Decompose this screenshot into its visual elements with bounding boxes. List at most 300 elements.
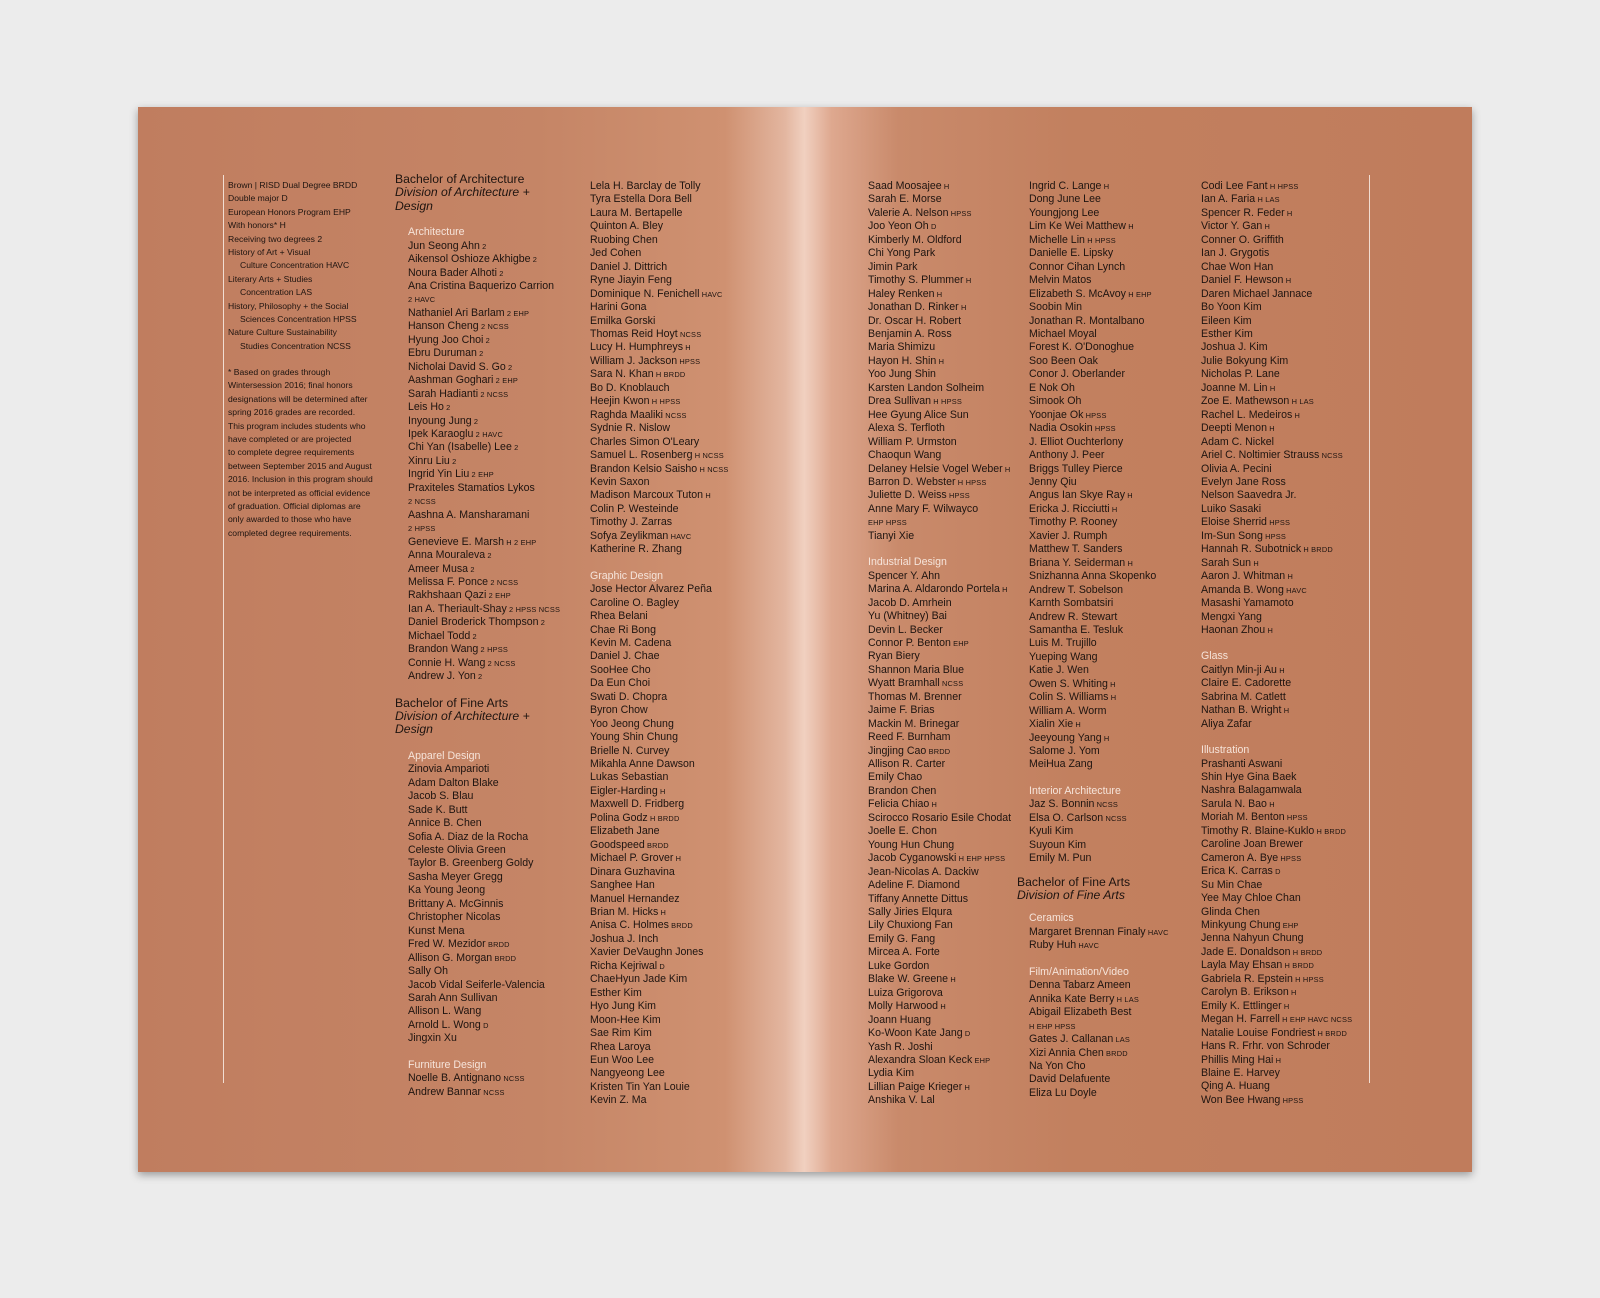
- graduate-name-entry: [1201, 207, 1352, 220]
- graduate-name-entry: [590, 624, 729, 637]
- graduate-name-entry: [868, 530, 1011, 543]
- designation-tag: H: [1125, 491, 1133, 501]
- graduate-name: Melvin Matos: [1029, 274, 1092, 287]
- graduate-name: Alexandra Sloan Keck: [868, 1054, 973, 1066]
- graduate-name-entry: [590, 825, 729, 838]
- graduate-name: Bo D. Knoblauch: [590, 381, 670, 394]
- graduate-name-entry: [590, 973, 729, 986]
- graduate-name-entry: [408, 965, 560, 978]
- graduate-name: J. Elliot Ouchterlony: [1029, 435, 1124, 448]
- graduate-name-entry: [1201, 1067, 1352, 1080]
- graduate-name: Eileen Kim: [1201, 314, 1252, 327]
- designation-tag: H BRDD: [653, 370, 686, 380]
- graduate-name: Andrew T. Sobelson: [1029, 583, 1124, 596]
- graduate-name-entry: [1201, 852, 1352, 865]
- graduate-name-entry: [868, 812, 1011, 825]
- interior-architecture-list: [1029, 798, 1169, 865]
- graduate-name: Sarah Sun: [1201, 556, 1252, 569]
- graduate-name: Nadia Osokin: [1029, 422, 1093, 435]
- graduate-name: Aashman Goghari: [408, 374, 494, 387]
- graduate-name: Nathan B. Wright: [1201, 704, 1282, 717]
- designation-tag: H: [1267, 383, 1276, 393]
- graduate-name-entry: [408, 267, 560, 280]
- legend-line: European Honors Program EHP: [228, 206, 351, 217]
- graduate-name-entry: [408, 522, 560, 535]
- graduate-name: Sara N. Khan: [590, 368, 654, 381]
- graduate-name: Sydnie R. Nislow: [590, 422, 671, 435]
- designation-tag: H: [938, 1002, 946, 1012]
- graduate-name: Sally Oh: [408, 965, 449, 978]
- graduate-name-entry: [408, 603, 560, 616]
- graduate-name: Yee May Chloe Chan: [1201, 892, 1301, 905]
- graduate-name: Richa Kejriwal: [590, 959, 658, 972]
- graduate-name-entry: [1201, 718, 1352, 731]
- graduate-name: Adam Dalton Blake: [408, 776, 499, 789]
- designation-tag: 2: [449, 456, 457, 466]
- designation-tag: BRDD: [492, 953, 517, 963]
- graduate-name: Jacob Vidal Seiferle-Valencia: [408, 978, 545, 991]
- graduate-name: Briggs Tulley Pierce: [1029, 462, 1123, 475]
- designation-tag: HPSS: [1262, 531, 1287, 541]
- designation-tag: H: [703, 491, 711, 501]
- graduate-name-entry: [408, 441, 560, 454]
- designation-tag: 2 EHP: [486, 591, 511, 601]
- graduate-name-entry: [868, 368, 1011, 381]
- designation-tag: H: [941, 182, 950, 191]
- graduate-name: Anshika V. Lal: [868, 1094, 935, 1107]
- graduate-name-entry: [408, 670, 560, 683]
- graduate-name: Sae Rim Kim: [590, 1027, 652, 1040]
- section-glass: Glass: [1201, 650, 1229, 663]
- designation-tag: H: [673, 854, 682, 864]
- graduate-name: Yash R. Joshi: [868, 1040, 933, 1053]
- graduate-name: Allison G. Morgan: [408, 951, 493, 964]
- graduate-name-entry: [1201, 193, 1352, 206]
- graduate-name-entry: [1029, 463, 1169, 476]
- graduate-name-entry: [868, 839, 1011, 852]
- designation-tag: H HPSS: [955, 477, 987, 487]
- graduate-name: Im-Sun Song: [1201, 529, 1263, 542]
- graduate-name-entry: [868, 193, 1011, 206]
- graduate-name: Gabriela R. Epstein: [1201, 972, 1293, 985]
- graduate-name-entry: [1201, 368, 1352, 381]
- graduate-name: Michelle Lin: [1029, 233, 1085, 246]
- graduate-name-entry: [1029, 489, 1169, 502]
- graduate-name: Snizhanna Anna Skopenko: [1029, 570, 1157, 583]
- graduate-name: Na Yon Cho: [1029, 1060, 1086, 1072]
- graduate-name: Emily M. Pun: [1029, 852, 1092, 865]
- designation-tag: H HPSS: [1084, 235, 1116, 245]
- degree-heading-barch: Bachelor of Architecture Division of Architecture + Design: [395, 173, 560, 213]
- designation-tag: 2: [470, 631, 477, 641]
- graduate-name: Lily Chuxiong Fan: [868, 919, 953, 932]
- graduate-name: Noura Bader Alhoti: [408, 266, 497, 279]
- graduate-name-entry: [1201, 811, 1352, 824]
- graduate-name-entry: [590, 476, 729, 489]
- designation-tag: H: [999, 585, 1008, 595]
- graduate-name-entry: [868, 1054, 1011, 1067]
- graduate-name: Annice B. Chen: [408, 817, 482, 830]
- graduate-name: Haley Renken: [868, 287, 935, 300]
- designation-tag: H LAS: [1289, 397, 1314, 407]
- designation-tag: HAVC: [1145, 927, 1169, 937]
- legend-line: History of Art + Visual: [228, 247, 311, 258]
- graduate-name: SooHee Cho: [590, 663, 651, 676]
- graduate-name-entry: [408, 925, 560, 938]
- graduate-name: Ingrid C. Lange: [1029, 180, 1102, 192]
- graduate-name-entry: [408, 253, 560, 266]
- graduate-name-entry: [868, 610, 1011, 623]
- graduate-name: Xizi Annia Chen: [1029, 1046, 1104, 1059]
- graduate-name: Allison L. Wang: [408, 1005, 482, 1018]
- legend-line: With honors* H: [228, 220, 286, 231]
- graduate-name: Rhea Laroya: [590, 1040, 651, 1053]
- designation-tag: H HPSS: [1267, 182, 1299, 191]
- designation-tag: 2: [505, 362, 513, 372]
- graduate-name: Ruobing Chen: [590, 233, 658, 246]
- graduate-name-entry: [408, 240, 560, 253]
- graduate-name: Caroline O. Bagley: [590, 596, 679, 609]
- graduate-name-entry: [590, 597, 729, 610]
- graduate-name: Lydia Kim: [868, 1067, 915, 1080]
- designation-tag: H: [1107, 679, 1116, 689]
- graduate-name-entry: [590, 987, 729, 1000]
- industrial-design-list: [868, 570, 1011, 1108]
- graduate-name-entry: [590, 328, 729, 341]
- legend-line: Literary Arts + Studies: [228, 273, 313, 284]
- graduate-name-entry: [1029, 732, 1169, 745]
- designation-tag: HAVC: [1283, 585, 1307, 595]
- column-2: [590, 180, 729, 1108]
- degree-heading-bfa-fa: Bachelor of Fine Arts Division of Fine Arts: [1017, 876, 1169, 903]
- graduate-name-entry: [1201, 180, 1352, 193]
- graduate-name-entry: [1201, 959, 1352, 972]
- graduate-name-entry: [408, 374, 560, 387]
- designation-tag: H: [1262, 222, 1271, 232]
- designation-tag: 2 HAVC: [408, 295, 436, 305]
- graduate-name-entry: [1201, 274, 1352, 287]
- graduate-name: Daren Michael Jannace: [1201, 287, 1313, 300]
- designation-tag: 2: [530, 255, 538, 265]
- graduate-name: Hyung Joo Choi: [408, 333, 484, 346]
- graduate-name-entry: [868, 866, 1011, 879]
- graduate-name: Sarah E. Morse: [868, 193, 942, 206]
- graduate-name: Emilka Gorski: [590, 314, 656, 327]
- designation-tag: H NCSS: [692, 451, 724, 461]
- graduate-name: Deepti Menon: [1201, 422, 1267, 435]
- designation-tag: D: [962, 1029, 971, 1039]
- graduate-name: Brittany A. McGinnis: [408, 897, 504, 910]
- graduate-name-entry: [868, 624, 1011, 637]
- graduate-name: Aikensol Oshioze Akhigbe: [408, 253, 531, 266]
- graduate-name: Carolyn B. Erikson: [1201, 986, 1289, 999]
- graduate-name: Joshua J. Inch: [590, 932, 659, 945]
- designation-tag: H HPSS: [931, 397, 962, 407]
- graduate-name: Joo Yeon Oh: [868, 220, 929, 233]
- designation-tag: H: [1002, 464, 1011, 474]
- graduate-name: Jacob S. Blau: [408, 790, 474, 803]
- graduate-name: Sanghee Han: [590, 879, 655, 892]
- graduate-name: MeiHua Zang: [1029, 758, 1093, 771]
- graduate-name: Bo Yoon Kim: [1201, 301, 1262, 314]
- designation-tag: EHP: [972, 1056, 991, 1065]
- graduate-name-entry: [408, 576, 560, 589]
- designation-tag: HPSS: [1284, 813, 1308, 823]
- graduate-name-entry: [1029, 220, 1169, 233]
- footnote-line: not be interpreted as official evidence: [228, 487, 371, 498]
- graduate-name-entry: [590, 516, 729, 529]
- graduate-name-entry: [1201, 530, 1352, 543]
- graduate-name: Anthony J. Peer: [1029, 449, 1105, 462]
- graduate-name-entry: [590, 879, 729, 892]
- graduate-name: Ebru Duruman: [408, 347, 477, 360]
- designation-tag: HPSS: [946, 491, 970, 501]
- graduate-name-entry: [1029, 664, 1169, 677]
- designation-tag: H LAS: [1255, 195, 1280, 205]
- graduate-name-entry: [408, 763, 560, 776]
- graduate-name: Young Shin Chung: [590, 731, 678, 744]
- graduate-name-entry: [1029, 288, 1169, 301]
- graduate-name-entry: [868, 301, 1011, 314]
- designation-tag: H HPSS: [649, 397, 681, 407]
- graduate-name: Ameer Musa: [408, 562, 469, 575]
- graduate-name: Ipek Karaoglu: [408, 428, 474, 441]
- graduate-name-entry: [868, 973, 1011, 986]
- graduate-name-entry: [1029, 611, 1169, 624]
- graduate-name: Natalie Louise Fondriest: [1201, 1026, 1316, 1039]
- graduate-name-entry: [868, 180, 1011, 193]
- graduate-name-entry: [1201, 234, 1352, 247]
- graduate-name: Benjamin A. Ross: [868, 327, 952, 340]
- graduate-name-entry: [590, 1041, 729, 1054]
- graduate-name-entry: [408, 1032, 560, 1045]
- graduate-name-entry: [1201, 784, 1352, 797]
- legend-line: Culture Concentration HAVC: [240, 260, 350, 271]
- graduate-name: Delaney Helsie Vogel Weber: [868, 462, 1003, 475]
- graduate-name-entry: [1201, 1000, 1352, 1013]
- graduate-name-entry: [408, 361, 560, 374]
- graduate-name: Evelyn Jane Ross: [1201, 475, 1286, 488]
- graduate-name-entry: [1201, 382, 1352, 395]
- graduate-name: William A. Worm: [1029, 704, 1107, 717]
- graduate-name: Christopher Nicolas: [408, 911, 501, 924]
- graduate-name: Spencer R. Feder: [1201, 206, 1285, 219]
- graduate-name-entry: [590, 866, 729, 879]
- designation-tag: H: [963, 276, 972, 286]
- graduate-name-entry: [868, 261, 1011, 274]
- graduate-name-entry: [1029, 422, 1169, 435]
- legend-line: Nature Culture Sustainability: [228, 327, 337, 338]
- graduate-name: Praxiteles Stamatios Lykos: [408, 481, 535, 494]
- graduate-name: Juliette D. Weiss: [868, 489, 947, 502]
- graduate-name: Layla May Ehsan: [1201, 959, 1283, 972]
- graduate-name-entry: [1201, 624, 1352, 637]
- graduate-name-entry: [590, 409, 729, 422]
- graduate-name-entry: [1201, 247, 1352, 260]
- graduate-name-entry: [868, 341, 1011, 354]
- designation-tag: 2: [538, 618, 546, 628]
- graduate-name-entry: [408, 1019, 560, 1032]
- graduate-name-entry: [1029, 705, 1169, 718]
- graduate-name: Qing A. Huang: [1201, 1080, 1270, 1093]
- graduate-name: Mackin M. Brinegar: [868, 717, 960, 730]
- graduate-name: Luiko Sasaki: [1201, 502, 1262, 515]
- graduate-name-entry: [1201, 986, 1352, 999]
- graduate-name: Briana Y. Seiderman: [1029, 556, 1126, 569]
- graduate-name-entry: [1201, 906, 1352, 919]
- graduate-name-entry: [1201, 798, 1352, 811]
- graduate-name: Dominique N. Fenichell: [590, 287, 700, 300]
- graduate-name: Jacob Cyganowski: [868, 852, 957, 865]
- graduate-name: Jade E. Donaldson: [1201, 945, 1291, 958]
- graduate-name: Elizabeth Jane: [590, 825, 660, 838]
- designation-tag: HAVC: [699, 289, 723, 299]
- graduate-name: Maria Shimizu: [868, 341, 936, 354]
- graduate-name: Madison Marcoux Tuton: [590, 489, 704, 502]
- graduate-name-entry: [1029, 979, 1169, 992]
- graduate-name: Maxwell D. Fridberg: [590, 798, 685, 811]
- graduate-name: Codi Lee Fant: [1201, 180, 1268, 192]
- graduate-name: Colin P. Westeinde: [590, 502, 679, 515]
- graduate-name-entry: [1201, 758, 1352, 771]
- graduate-name-entry: [868, 1067, 1011, 1080]
- furniture-list: [408, 1072, 560, 1099]
- graduate-name: Rhea Belani: [590, 610, 648, 623]
- graduate-name-entry: [590, 691, 729, 704]
- designation-tag: H: [1251, 558, 1259, 568]
- honors-footnote: [228, 366, 398, 540]
- graduate-name-entry: [590, 650, 729, 663]
- graduate-name: Barron D. Webster: [868, 475, 956, 488]
- graduate-name: Jeeyoung Yang: [1029, 731, 1102, 744]
- graduate-name-entry: [1029, 1020, 1169, 1033]
- graduate-name: Daniel F. Hewson: [1201, 274, 1284, 287]
- graduate-name-entry: [408, 657, 560, 670]
- graduate-name-entry: [1201, 1027, 1352, 1040]
- section-apparel-design: Apparel Design: [408, 749, 481, 762]
- graduate-name-entry: [590, 839, 729, 852]
- graduate-name-entry: [408, 536, 560, 549]
- graduate-name-entry: [868, 852, 1011, 865]
- designation-tag: 2 EHP: [504, 308, 530, 318]
- graduate-name: Claire E. Cadorette: [1201, 677, 1292, 690]
- graduate-name-entry: [590, 637, 729, 650]
- graduate-name-entry: [408, 979, 560, 992]
- graduate-name-entry: [590, 503, 729, 516]
- graduate-name: Connor Cihan Lynch: [1029, 260, 1126, 273]
- graduate-name-entry: [408, 1072, 560, 1085]
- graduate-name-entry: [1029, 180, 1169, 193]
- graduate-name-entry: [408, 630, 560, 643]
- graduate-name: Moriah M. Benton: [1201, 811, 1285, 824]
- graduate-name: Moon-Hee Kim: [590, 1013, 661, 1026]
- graduate-name: Swati D. Chopra: [590, 690, 668, 703]
- column-5: [1201, 180, 1352, 1107]
- graduate-name-entry: [868, 893, 1011, 906]
- graduate-name-entry: [590, 1000, 729, 1013]
- graduate-name-entry: [868, 315, 1011, 328]
- graduate-name: Aashna A. Mansharamani: [408, 508, 530, 521]
- graduate-name-entry: [408, 415, 560, 428]
- graduate-name-entry: [1029, 993, 1169, 1006]
- graduate-name: Amanda B. Wong: [1201, 583, 1284, 596]
- graduate-name: Erica K. Carras: [1201, 865, 1273, 878]
- graduate-name-entry: [868, 422, 1011, 435]
- graduate-name-entry: [408, 482, 560, 495]
- designation-tag: H BRDD: [1290, 947, 1323, 957]
- graduate-name-entry: [590, 193, 729, 206]
- graduate-name: Emily K. Ettlinger: [1201, 999, 1282, 1012]
- graduate-name-entry: [1029, 247, 1169, 260]
- graduate-name-entry: [1029, 637, 1169, 650]
- graduate-name-entry: [590, 422, 729, 435]
- graduate-name: Chi Yan (Isabelle) Lee: [408, 441, 512, 454]
- graduate-name: Chae Won Han: [1201, 260, 1274, 273]
- designation-tag: H: [1273, 1055, 1282, 1065]
- designation-tag: H: [1266, 799, 1275, 809]
- column-1: [395, 173, 560, 1099]
- designation-tag: H: [1281, 706, 1290, 716]
- graduate-name: Soo Been Oak: [1029, 354, 1098, 367]
- graduate-name: Brielle N. Curvey: [590, 744, 670, 757]
- designation-tag: H: [936, 356, 945, 366]
- designation-tag: NCSS: [663, 410, 687, 420]
- designation-tag: H BRDD: [1301, 545, 1333, 555]
- graduate-name: Tiffany Annette Dittus: [868, 892, 969, 905]
- graduate-name-entry: [1029, 570, 1169, 583]
- graduate-name-entry: [868, 476, 1011, 489]
- graduate-name: Thomas Reid Hoyt: [590, 327, 678, 340]
- designation-tag: NCSS: [677, 329, 702, 339]
- graduate-name-entry: [1201, 597, 1352, 610]
- graduate-name: Danielle E. Lipsky: [1029, 247, 1114, 260]
- graduate-name-entry: [868, 758, 1011, 771]
- graduate-name: Manuel Hernandez: [590, 892, 680, 905]
- designation-tag: D: [1272, 867, 1281, 877]
- designation-tag: 2: [443, 403, 451, 413]
- graduate-name: Owen S. Whiting: [1029, 677, 1108, 690]
- graduate-name: Timothy R. Blaine-Kuklo: [1201, 824, 1315, 837]
- graduate-name-entry: [590, 315, 729, 328]
- graduate-name: Michael Moyal: [1029, 327, 1097, 340]
- graduate-name-entry: [408, 334, 560, 347]
- graduate-name-entry: [590, 677, 729, 690]
- graduate-name-entry: [868, 328, 1011, 341]
- graduate-name-entry: [1201, 261, 1352, 274]
- graduate-name: Daniel Broderick Thompson: [408, 616, 539, 629]
- graduate-name-entry: [590, 247, 729, 260]
- designation-tag: HPSS: [1278, 853, 1302, 863]
- graduate-name: Sofia A. Diaz de la Rocha: [408, 830, 529, 843]
- graduate-name-entry: [408, 831, 560, 844]
- graduate-name-entry: [1201, 611, 1352, 624]
- graduate-name: Jonathan R. Montalbano: [1029, 314, 1145, 327]
- division-label: Division of Fine Arts: [1017, 888, 1125, 903]
- graduate-name-entry: [1029, 503, 1169, 516]
- graduate-name-entry: [1029, 758, 1169, 771]
- graduate-name-entry: [1201, 355, 1352, 368]
- graduate-name: Caitlyn Min-ji Au: [1201, 663, 1277, 676]
- graduate-name: Brandon Kelsio Saisho: [590, 462, 698, 475]
- designation-tag: 2: [471, 416, 479, 426]
- graduate-name: Sarula N. Bao: [1201, 797, 1267, 810]
- graduate-name-entry: [408, 898, 560, 911]
- graduate-name-entry: [1029, 368, 1169, 381]
- footnote-line: * Based on grades through: [228, 367, 331, 377]
- graduate-name-entry: [868, 745, 1011, 758]
- designation-tag: H: [1125, 558, 1133, 568]
- graduate-name-entry: [868, 570, 1011, 583]
